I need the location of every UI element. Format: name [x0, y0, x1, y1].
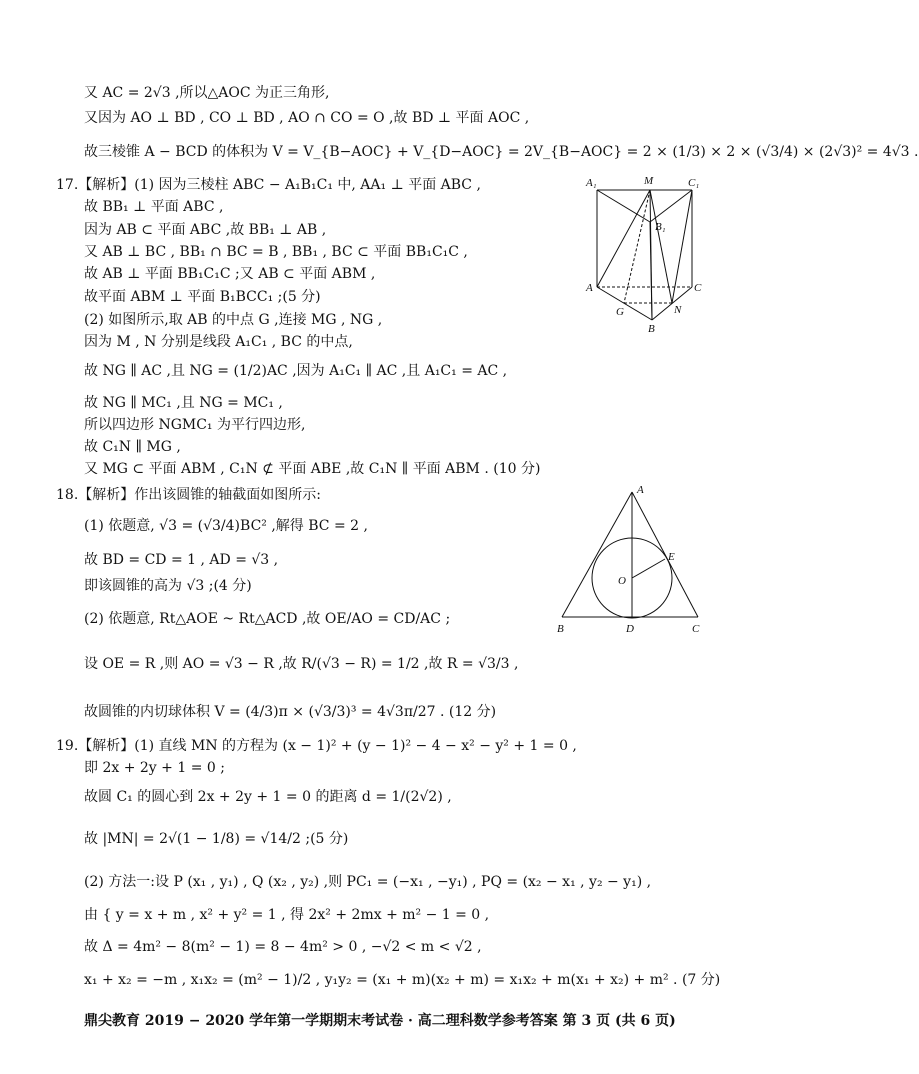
- prism-label-c1: C₁: [688, 177, 700, 189]
- text-line: 所以四边形 NGMC₁ 为平行四边形,: [84, 417, 306, 433]
- cone-label-o: O: [618, 575, 626, 587]
- problem-18-heading: 18.【解析】作出该圆锥的轴截面如图所示:: [56, 487, 321, 503]
- cone-label-e: E: [668, 551, 675, 563]
- text-line: 又 MG ⊂ 平面 ABM , C₁N ⊄ 平面 ABE ,故 C₁N ∥ 平面 ABM . (10 分): [84, 461, 541, 477]
- text-line: 又 AB ⊥ BC , BB₁ ∩ BC = B , BB₁ , BC ⊂ 平面 BB₁C₁C ,: [84, 244, 468, 260]
- prism-label-n: N: [674, 304, 682, 316]
- cone-label-d: D: [626, 623, 634, 635]
- prism-label-b: B: [648, 323, 655, 335]
- cone-label-a: A: [637, 484, 644, 496]
- prism-label-m: M: [644, 175, 654, 187]
- text-line: 由 { y = x + m , x² + y² = 1 , 得 2x² + 2mx + m² − 1 = 0 ,: [84, 907, 490, 923]
- text-line: 即该圆锥的高为 √3 ;(4 分): [84, 578, 252, 594]
- text-line: (2) 如图所示,取 AB 的中点 G ,连接 MG , NG ,: [84, 312, 383, 328]
- text-line: 即 2x + 2y + 1 = 0 ;: [84, 760, 225, 776]
- text-line: x₁ + x₂ = −m , x₁x₂ = (m² − 1)/2 , y₁y₂ = (x₁ + m)(x₂ + m) = x₁x₂ + m(x₁ + x₂) + m² . (7 分): [84, 972, 721, 988]
- cone-section-figure: [548, 480, 708, 640]
- page-footer: 鼎尖教育 2019 − 2020 学年第一学期期末考试卷 · 高二理科数学参考答案 第 3 页 (共 6 页): [84, 1013, 676, 1029]
- prism-label-c: C: [694, 282, 702, 294]
- text-line: 故 |MN| = 2√(1 − 1/8) = √14/2 ;(5 分): [84, 831, 349, 847]
- text-line: (2) 方法一:设 P (x₁ , y₁) , Q (x₂ , y₂) ,则 PC₁ = (−x₁ , −y₁) , PQ = (x₂ − x₁ , y₂ − y₁) ,: [84, 874, 652, 890]
- text-line: 故 BB₁ ⊥ 平面 ABC ,: [84, 199, 224, 215]
- text-line: (2) 依题意, Rt△AOE ~ Rt△ACD ,故 OE/AO = CD/AC ;: [84, 611, 451, 627]
- prism-label-a1: A₁: [586, 177, 597, 189]
- problem-19-heading: 19.【解析】(1) 直线 MN 的方程为 (x − 1)² + (y − 1)² − 4 − x² − y² + 1 = 0 ,: [56, 738, 577, 754]
- text-line: 故 C₁N ∥ MG ,: [84, 439, 181, 455]
- prism-label-g: G: [616, 306, 624, 318]
- cone-label-c: C: [692, 623, 700, 635]
- text-line: 因为 AB ⊂ 平面 ABC ,故 BB₁ ⊥ AB ,: [84, 222, 327, 238]
- text-line: 故圆锥的内切球体积 V = (4/3)π × (√3/3)³ = 4√3π/27 . (12 分): [84, 704, 497, 720]
- text-line: 故 Δ = 4m² − 8(m² − 1) = 8 − 4m² > 0 , −√2 < m < √2 ,: [84, 939, 482, 955]
- prism-label-b1: B₁: [655, 221, 666, 233]
- problem-17-heading: 17.【解析】(1) 因为三棱柱 ABC − A₁B₁C₁ 中, AA₁ ⊥ 平面 ABC ,: [56, 177, 481, 193]
- text-line: 又 AC = 2√3 ,所以△AOC 为正三角形,: [84, 85, 330, 101]
- text-line: (1) 依题意, √3 = (√3/4)BC² ,解得 BC = 2 ,: [84, 518, 368, 534]
- text-line: 故 NG ∥ MC₁ ,且 NG = MC₁ ,: [84, 395, 283, 411]
- text-line: 故三棱锥 A − BCD 的体积为 V = V_{B−AOC} + V_{D−AOC} = 2V_{B−AOC} = 2 × (1/3) × 2 × (√3/4) × (2√3)² = 4√3 .: [84, 144, 919, 160]
- text-line: 故圆 C₁ 的圆心到 2x + 2y + 1 = 0 的距离 d = 1/(2√2) ,: [84, 789, 452, 805]
- text-line: 又因为 AO ⊥ BD , CO ⊥ BD , AO ∩ CO = O ,故 BD ⊥ 平面 AOC ,: [84, 110, 530, 126]
- text-line: 故平面 ABM ⊥ 平面 B₁BCC₁ ;(5 分): [84, 289, 321, 305]
- prism-figure: [582, 172, 712, 342]
- text-line: 设 OE = R ,则 AO = √3 − R ,故 R/(√3 − R) = 1/2 ,故 R = √3/3 ,: [84, 656, 519, 672]
- text-line: 故 NG ∥ AC ,且 NG = (1/2)AC ,因为 A₁C₁ ∥ AC ,且 A₁C₁ = AC ,: [84, 363, 508, 379]
- cone-label-b: B: [557, 623, 564, 635]
- text-line: 故 BD = CD = 1 , AD = √3 ,: [84, 552, 279, 568]
- text-line: 故 AB ⊥ 平面 BB₁C₁C ;又 AB ⊂ 平面 ABM ,: [84, 266, 376, 282]
- text-line: 因为 M , N 分别是线段 A₁C₁ , BC 的中点,: [84, 334, 353, 350]
- prism-label-a: A: [586, 282, 593, 294]
